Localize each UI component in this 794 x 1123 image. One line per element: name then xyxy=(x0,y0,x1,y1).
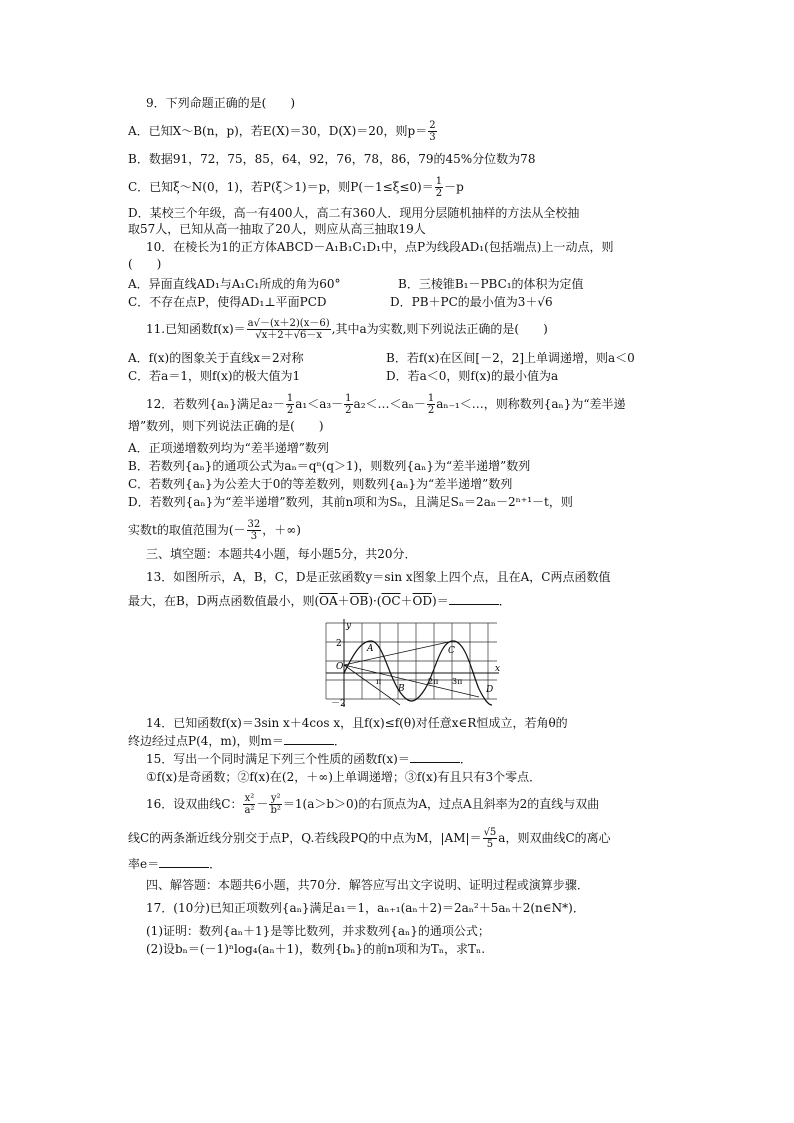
q9-option-b: B．数据91，72，75，85，64，92，76，78，86，79的45%分位数为78 xyxy=(128,152,536,166)
q9-option-d-line2: 取57人，已知从高一抽取了20人，则应从高三抽取19人 xyxy=(128,222,426,236)
q10-option-c: C．不存在点P，使得AD₁⊥平面PCD xyxy=(128,295,327,309)
graph-y-label: y xyxy=(346,621,352,631)
q14-line1: 14．已知函数f(x)＝3sin x＋4cos x，且f(x)≤f(θ)对任意x∈R恒成立，若角θ的 xyxy=(146,716,568,730)
q10-stem-paren: ( ) xyxy=(128,257,162,271)
graph-point-d: D xyxy=(486,685,494,695)
q9-option-c: C．已知ξ～N(0，1)，若P(ξ＞1)＝p，则P(－1≤ξ≤0)＝ $\frac{1}{2}$ －p xyxy=(128,176,464,199)
q12-option-d-line1: D．若数列{aₙ}为“差半递增”数列，其前n项和为Sₙ，且满足Sₙ＝2aₙ－2ⁿ⁺¹－t，则 xyxy=(128,495,573,509)
q16-line1: 16．设双曲线C： $\frac{\text{x²}}{\text{a²}}$ － $\frac{\text{y²}}{\text{b²}}$ ＝1(a＞b＞0)的右顶点为A，过点A且斜率为2的直线与双曲 xyxy=(146,793,600,816)
q17-line1: 17．(10分)已知正项数列{aₙ}满足a₁＝1，aₙ₊₁(aₙ＋2)＝2aₙ²＋5aₙ＋2(n∈N*)． xyxy=(146,901,585,915)
q15-line2: ①f(x)是奇函数；②f(x)在(2，＋∞)上单调递增；③f(x)有且只有3个零点． xyxy=(146,770,542,784)
q12-option-a: A．正项递增数列均为“差半递增”数列 xyxy=(128,441,329,455)
q11-stem: 11.已知函数f(x)＝ $\frac{a√-(x+2)(x-6)}{√x+2+√6-x}$ ,其中a为实数,则下列说法正确的是( ) xyxy=(146,318,548,341)
graph-tick-2: 2 xyxy=(336,639,342,649)
q11-option-b: B．若f(x)在区间[－2，2]上单调递增，则a＜0 xyxy=(386,351,635,365)
q11-option-d: D．若a＜0，则f(x)的最小值为a xyxy=(386,369,559,383)
graph-x-label: x xyxy=(495,664,501,674)
q10-option-b: B．三棱锥B₁－PBC₁的体积为定值 xyxy=(398,277,584,291)
q11-option-c: C．若a＝1，则f(x)的极大值为1 xyxy=(128,369,301,383)
graph-tick-3pi: 3π xyxy=(452,677,463,686)
section-4-heading: 四、解答题：本题共6小题，共70分．解答应写出文字说明、证明过程或演算步骤． xyxy=(146,878,589,892)
q12-option-b: B．若数列{aₙ}的通项公式为aₙ＝qⁿ(q＞1)，则数列{aₙ}为“差半递增”数列 xyxy=(128,459,531,473)
graph-point-a: A xyxy=(367,644,374,654)
graph-point-c: C xyxy=(448,646,455,656)
q17-part1: (1)证明：数列{aₙ＋1}是等比数列，并求数列{aₙ}的通项公式； xyxy=(146,924,490,938)
graph-tick-minus2: －2 xyxy=(331,699,346,709)
q9-option-d-line1: D．某校三个年级，高一有400人，高二有360人．现用分层随机抽样的方法从全校抽 xyxy=(128,206,580,220)
q11-option-a: A．f(x)的图象关于直线x＝2对称 xyxy=(128,351,304,365)
q15-line1: 15．写出一个同时满足下列三个性质的函数f(x)＝ ． xyxy=(146,752,472,766)
q16-line2: 线C的两条渐近线分别交于点P，Q.若线段PQ的中点为M，|AM|＝ $\frac{√5}{5}$ a，则双曲线C的离心 xyxy=(128,827,611,850)
graph-origin-label: O xyxy=(336,662,344,672)
graph-point-b: B xyxy=(398,684,405,694)
graph-tick-2pi: 2π xyxy=(428,677,439,686)
q12-stem-line1: 12．若数列{aₙ}满足a₂－ $\frac{1}{2}$ a₁＜a₃－ $\frac{1}{2}$ a₂＜…＜aₙ－ $\frac{1}{2}$ aₙ₋₁＜…，则称数列{aₙ}为“差半递 xyxy=(146,393,626,416)
q9-option-a: A．已知X～B(n，p)，若E(X)＝30，D(X)＝20，则p＝ $\frac{2}{3}$ xyxy=(128,120,436,143)
q16-answer-blank[interactable] xyxy=(159,857,209,868)
section-3-heading: 三、填空题：本题共4小题，每小题5分，共20分． xyxy=(146,547,417,561)
q10-option-a: A．异面直线AD₁与A₁C₁所成的角为60° xyxy=(128,277,341,291)
sine-graph-figure xyxy=(322,617,502,709)
q14-answer-blank[interactable] xyxy=(284,734,334,745)
graph-grid xyxy=(326,623,497,699)
q14-line2: 终边经过点P(4，m)，则m＝ ． xyxy=(128,734,346,748)
q10-stem: 10．在棱长为1的正方体ABCD－A₁B₁C₁D₁中，点P为线段AD₁(包括端点)上一动点，则 xyxy=(146,240,614,254)
q10-option-d: D．PB＋PC的最小值为3＋√6 xyxy=(390,295,553,309)
q9-stem: 9．下列命题正确的是( ) xyxy=(146,96,295,110)
q12-option-c: C．若数列{aₙ}为公差大于0的等差数列，则数列{aₙ}为“差半递增”数列 xyxy=(128,477,513,491)
q15-answer-blank[interactable] xyxy=(410,752,460,763)
q16-line3: 率e＝ ． xyxy=(128,857,222,871)
q13-answer-blank[interactable] xyxy=(449,594,499,605)
graph-tick-pi: π xyxy=(376,677,382,686)
q17-part2: (2)设bₙ＝(－1)ⁿlog₄(aₙ＋1)，数列{bₙ}的前n项和为Tₙ，求Tₙ. xyxy=(146,942,486,956)
q12-stem-line2: 增”数列，则下列说法正确的是( ) xyxy=(128,419,324,433)
q12-option-d-line2: 实数t的取值范围为(－ $\frac{32}{3}$ ，＋∞) xyxy=(128,519,301,542)
q13-line1: 13．如图所示，A，B，C，D是正弦函数y＝sin x图象上四个点，且在A，C两点函数值 xyxy=(146,570,611,584)
q13-line2: 最大，在B，D两点函数值最小，则$(\overline{OA}+\overline{OB})\cdot(\overline{OC}+\overline{OD})=$ ． xyxy=(128,594,511,608)
